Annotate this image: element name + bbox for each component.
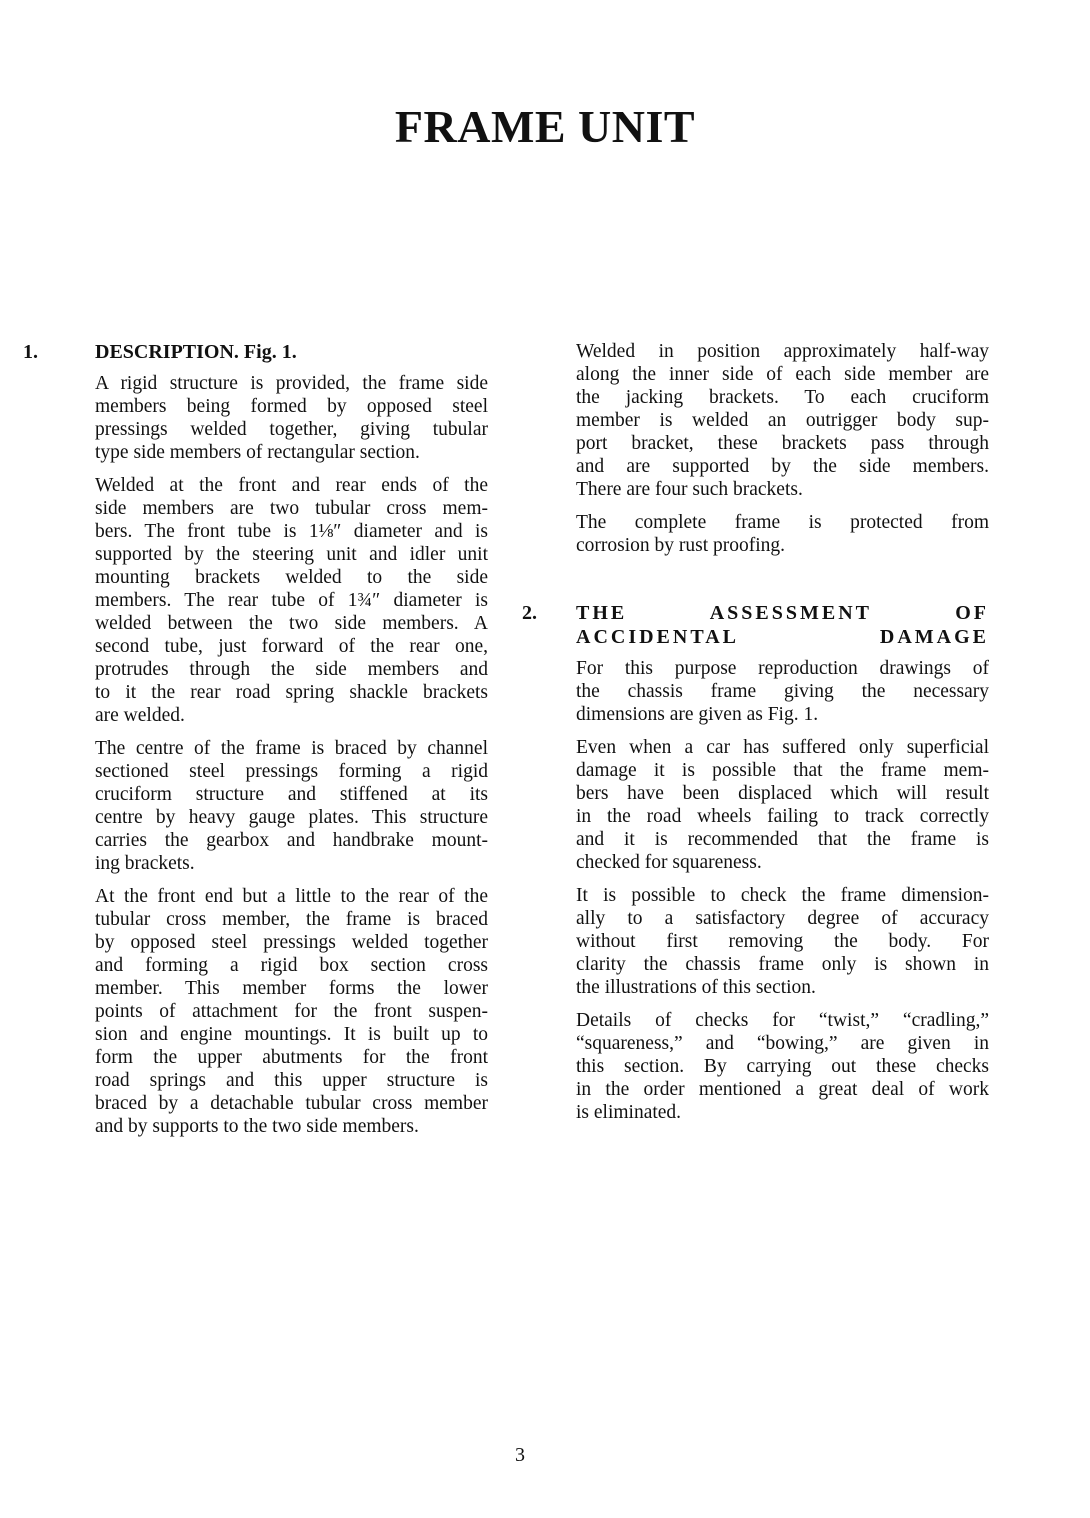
paragraph — [576, 736, 989, 874]
text-line: the chassis frame giving the necessary — [576, 681, 989, 702]
text-line: braced by a detachable tubular cross member — [95, 1093, 488, 1114]
text-line: dimensions are given as Fig. 1. — [576, 704, 819, 725]
right-column — [522, 340, 989, 1134]
text-line: without first removing the body. For — [576, 931, 989, 952]
text-line: The centre of the frame is braced by channel — [95, 738, 488, 759]
left-paragraphs — [95, 372, 488, 1138]
text-line: the jacking brackets. To each cruciform — [576, 387, 989, 408]
section-number: 1. — [23, 341, 38, 363]
text-line: bers. The front tube is 1⅛″ diameter and is — [95, 521, 488, 542]
text-line: Details of checks for “twist,” “cradling,” — [576, 1010, 989, 1031]
text-line: Welded at the front and rear ends of the — [95, 475, 488, 496]
text-line: members being formed by opposed steel — [95, 396, 488, 417]
paragraph — [576, 340, 989, 501]
text-line: and by supports to the two side members. — [95, 1116, 419, 1137]
text-line: along the inner side of each side member are — [576, 364, 989, 385]
paragraph — [576, 657, 989, 726]
text-line: carries the gearbox and handbrake mount- — [95, 830, 488, 851]
text-line: sectioned steel pressings forming a rigid — [95, 761, 488, 782]
right-intro-paragraphs — [576, 340, 989, 557]
text-line: and forming a rigid box section cross — [95, 955, 488, 976]
text-line: bers have been displaced which will result — [576, 783, 989, 804]
section-title-line: THE ASSESSMENT OF — [576, 602, 989, 624]
text-line: members. The rear tube of 1¾″ diameter is — [95, 590, 488, 611]
text-line: Welded in position approximately half-way — [576, 341, 989, 362]
text-line: sion and engine mountings. It is built up to — [95, 1024, 488, 1045]
text-line: corrosion by rust proofing. — [576, 535, 786, 556]
text-line: are welded. — [95, 705, 185, 726]
section-title: DESCRIPTION. Fig. 1. — [95, 341, 297, 363]
page-title: FRAME UNIT — [394, 101, 696, 152]
text-line: Even when a car has suffered only superficial — [576, 737, 989, 758]
text-line: At the front end but a little to the rear of the — [95, 886, 488, 907]
right-paragraphs — [576, 657, 989, 1124]
text-line: road springs and this upper structure is — [95, 1070, 488, 1091]
text-line: cruciform structure and stiffened at its — [95, 784, 488, 805]
text-line: “squareness,” and “bowing,” are given in — [576, 1033, 989, 1054]
text-line: is eliminated. — [576, 1102, 682, 1123]
text-line: port bracket, these brackets pass through — [576, 433, 989, 454]
paragraph — [95, 737, 488, 875]
text-line: clarity the chassis frame only is shown in — [576, 954, 989, 975]
text-line: in the road wheels failing to track correctly — [576, 806, 989, 827]
text-line: and are supported by the side members. — [576, 456, 989, 477]
paragraph — [576, 884, 989, 999]
text-line: member. This member forms the lower — [95, 978, 488, 999]
text-line: side members are two tubular cross mem- — [95, 498, 488, 519]
paragraph — [576, 1009, 989, 1124]
paragraph — [95, 474, 488, 727]
text-line: in the order mentioned a great deal of work — [576, 1079, 989, 1100]
text-line: damage it is possible that the frame mem- — [576, 760, 989, 781]
text-line: type side members of rectangular section. — [95, 442, 420, 463]
page-number: 3 — [515, 1444, 525, 1466]
text-line: tubular cross member, the frame is braced — [95, 909, 488, 930]
text-line: pressings welded together, giving tubular — [95, 419, 488, 440]
text-line: There are four such brackets. — [576, 479, 803, 500]
left-column — [23, 340, 488, 1148]
text-line: to it the rear road spring shackle brackets — [95, 682, 488, 703]
text-line: welded between the two side members. A — [95, 613, 488, 634]
section-title-line: ACCIDENTAL DAMAGE — [576, 626, 989, 648]
text-line: ally to a satisfactory degree of accuracy — [576, 908, 989, 929]
text-line: form the upper abutments for the front — [95, 1047, 488, 1068]
paragraph — [95, 372, 488, 464]
text-line: centre by heavy gauge plates. This structure — [95, 807, 488, 828]
text-line: protrudes through the side members and — [95, 659, 488, 680]
text-line: the illustrations of this section. — [576, 977, 816, 998]
text-line: ing brackets. — [95, 853, 195, 874]
section-heading-accidental-damage — [522, 601, 989, 649]
paragraph — [576, 511, 989, 557]
text-line: mounting brackets welded to the side — [95, 567, 488, 588]
text-line: checked for squareness. — [576, 852, 762, 873]
text-line: and it is recommended that the frame is — [576, 829, 989, 850]
section-number: 2. — [522, 602, 537, 624]
text-line: supported by the steering unit and idler unit — [95, 544, 488, 565]
text-line: A rigid structure is provided, the frame side — [95, 373, 488, 394]
text-line: It is possible to check the frame dimension- — [576, 885, 989, 906]
text-line: this section. By carrying out these checks — [576, 1056, 989, 1077]
paragraph — [95, 885, 488, 1138]
text-line: For this purpose reproduction drawings of — [576, 658, 989, 679]
text-line: points of attachment for the front suspen- — [95, 1001, 488, 1022]
text-line: second tube, just forward of the rear one, — [95, 636, 488, 657]
section-heading-description — [23, 340, 488, 364]
text-line: by opposed steel pressings welded together — [95, 932, 488, 953]
text-line: The complete frame is protected from — [576, 512, 989, 533]
text-line: member is welded an outrigger body sup- — [576, 410, 989, 431]
